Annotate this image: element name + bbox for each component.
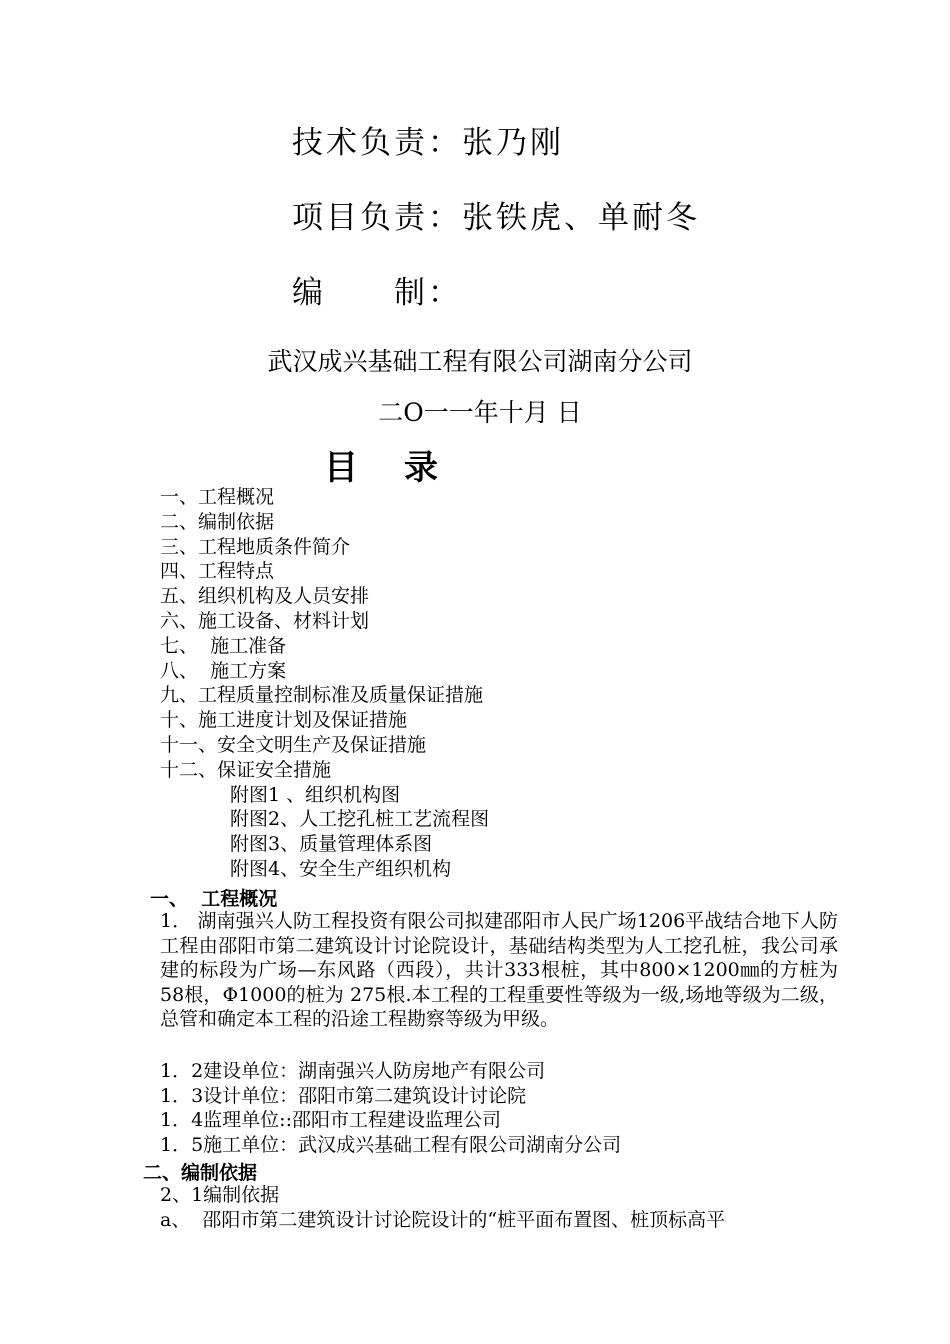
- toc-item: 六、施工设备、材料计划: [160, 609, 370, 632]
- toc-appendix: 附图1 、组织机构图: [230, 783, 401, 806]
- toc-item: 九、工程质量控制标准及质量保证措施: [160, 684, 484, 707]
- toc-item: 四、工程特点: [160, 560, 275, 583]
- toc-item: 一、工程概况: [160, 486, 275, 508]
- compiled-by-label-part2: 制：: [394, 275, 462, 311]
- toc-item: 三、工程地质条件简介: [160, 535, 351, 558]
- signature-compiled-by: [292, 267, 462, 312]
- document-date: 二O一一年十月 日: [378, 398, 582, 427]
- toc-item: 二、编制依据: [160, 510, 275, 533]
- toc-title: [324, 440, 438, 489]
- toc-item: 五、组织机构及人员安排: [160, 585, 370, 608]
- compiled-by-label-part1: 编: [292, 275, 326, 311]
- toc-item: 十、施工进度计划及保证措施: [160, 709, 408, 732]
- table-of-contents: [160, 485, 489, 882]
- section1-heading: 一、 工程概况: [150, 888, 278, 910]
- section1-paragraph-text: 1． 湖南强兴人防工程投资有限公司拟建邵阳市人民广场1206平战结合地下人防工程由邵阳市第二建筑设计讨论院设计，基础结构类型为人工挖孔桩，我公司承建的标段为广场—东风路（西段），共计333根桩，其中800×1200㎜的方桩为58根，Φ1000的桩为 275根.本工程的工程重要性等级为一级,场地等级为二级，总管和确定本工程的沿途工程勘察等级为甲级。: [160, 910, 838, 1030]
- section1-paragraph: [116, 909, 838, 1032]
- toc-appendix: 附图2、人工挖孔桩工艺流程图: [230, 808, 490, 831]
- section1-item: 1．2建设单位：湖南强兴人防房地产有限公司: [160, 1060, 546, 1082]
- toc-title-part2: 录: [404, 448, 438, 488]
- toc-item: 十一、安全文明生产及保证措施: [160, 733, 427, 756]
- section2-subheading: 2、1编制依据: [160, 1184, 280, 1206]
- toc-appendix: 附图4、安全生产组织机构: [230, 857, 452, 880]
- company-name: 武汉成兴基础工程有限公司湖南分公司: [267, 347, 693, 376]
- toc-title-part1: 目: [324, 448, 358, 488]
- toc-item: 七、 施工准备: [160, 634, 287, 657]
- toc-item: 八、 施工方案: [160, 659, 287, 682]
- toc-appendix: 附图3、质量管理体系图: [230, 833, 433, 856]
- section1-item: 1．5施工单位：武汉成兴基础工程有限公司湖南分公司: [160, 1134, 622, 1156]
- section1-item: 1．3设计单位：邵阳市第二建筑设计讨论院: [160, 1085, 527, 1107]
- signature-tech-lead: 技术负责：张乃刚: [292, 125, 564, 161]
- section1-item: 1．4监理单位::邵阳市工程建设监理公司: [160, 1109, 501, 1131]
- section2-item-a: a、 邵阳市第二建筑设计讨论院设计的“桩平面布置图、桩顶标高平: [160, 1209, 726, 1231]
- signature-project-lead: 项目负责：张铁虎、单耐冬: [292, 200, 700, 236]
- toc-item: 十二、保证安全措施: [160, 758, 332, 781]
- section2-heading: 二、编制依据: [143, 1162, 258, 1184]
